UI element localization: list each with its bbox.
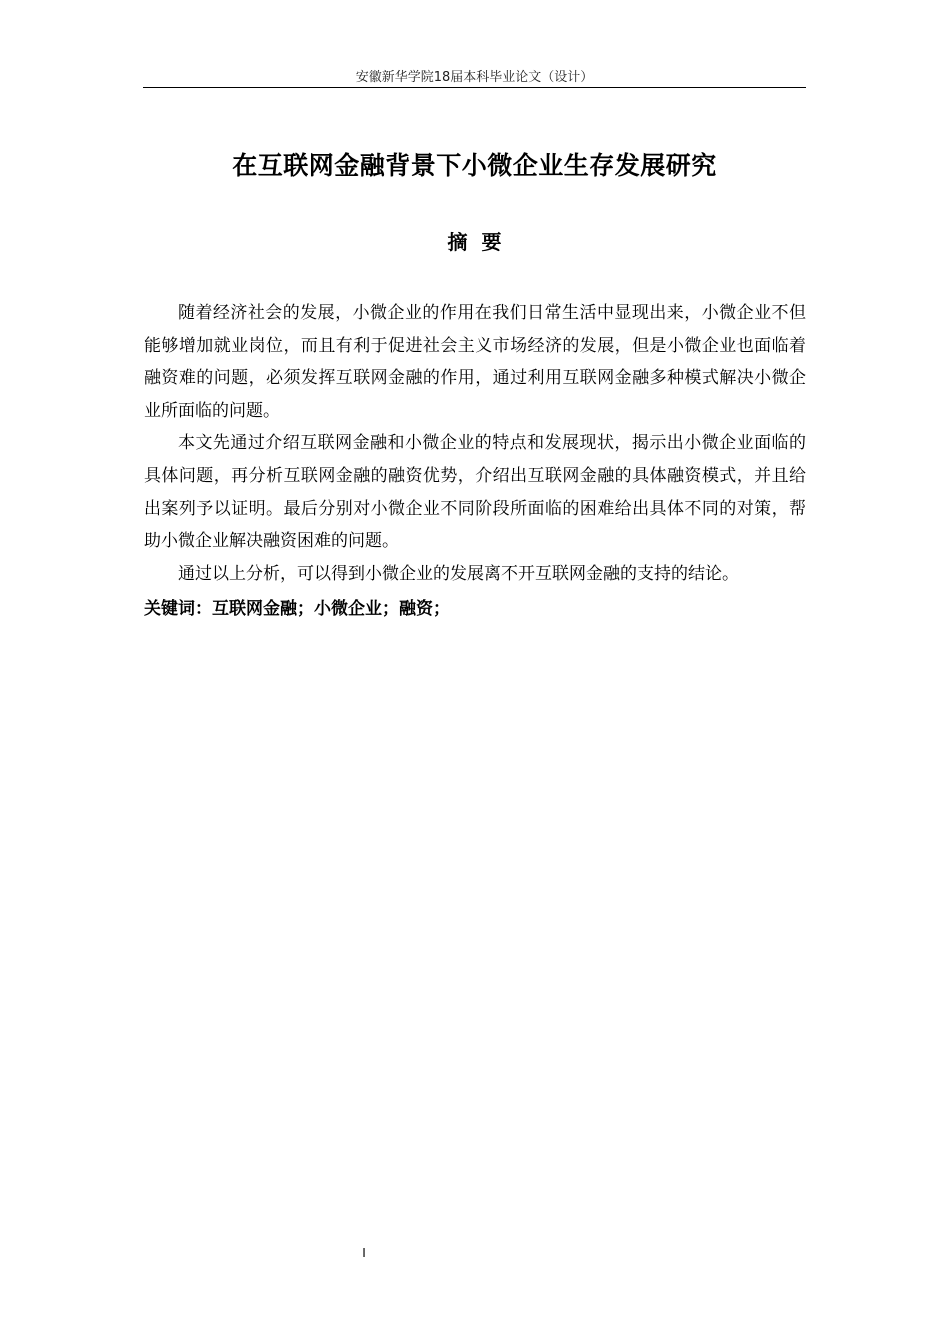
keywords-line (144, 594, 450, 619)
page-number: I (362, 1246, 366, 1260)
keywords-label: 关键词： (144, 599, 212, 619)
thesis-title: 在互联网金融背景下小微企业生存发展研究 (232, 151, 717, 180)
abstract-heading: 摘要 (447, 230, 516, 254)
running-header: 安徽新华学院18届本科毕业论文（设计） (355, 70, 594, 85)
abstract-paragraph-1: 随着经济社会的发展，小微企业的作用在我们日常生活中显现出来，小微企业不但能够增加就业岗位，而且有利于促进社会主义市场经济的发展，但是小微企业也面临着融资难的问题，必须发挥互联网金融的作用，通过利用互联网金融多种模式解决小微企业所面临的问题。 (144, 303, 806, 421)
abstract-body (144, 297, 806, 590)
abstract-paragraph-3: 通过以上分析，可以得到小微企业的发展离不开互联网金融的支持的结论。 (178, 563, 739, 584)
header-rule (143, 87, 806, 88)
keywords-value: 互联网金融；小微企业；融资； (212, 599, 450, 619)
abstract-paragraph-2: 本文先通过介绍互联网金融和小微企业的特点和发展现状，揭示出小微企业面临的具体问题，再分析互联网金融的融资优势，介绍出互联网金融的具体融资模式，并且给出案列予以证明。最后分别对小微企业不同阶段所面临的困难给出具体不同的对策，帮助小微企业解决融资困难的问题。 (144, 433, 806, 552)
